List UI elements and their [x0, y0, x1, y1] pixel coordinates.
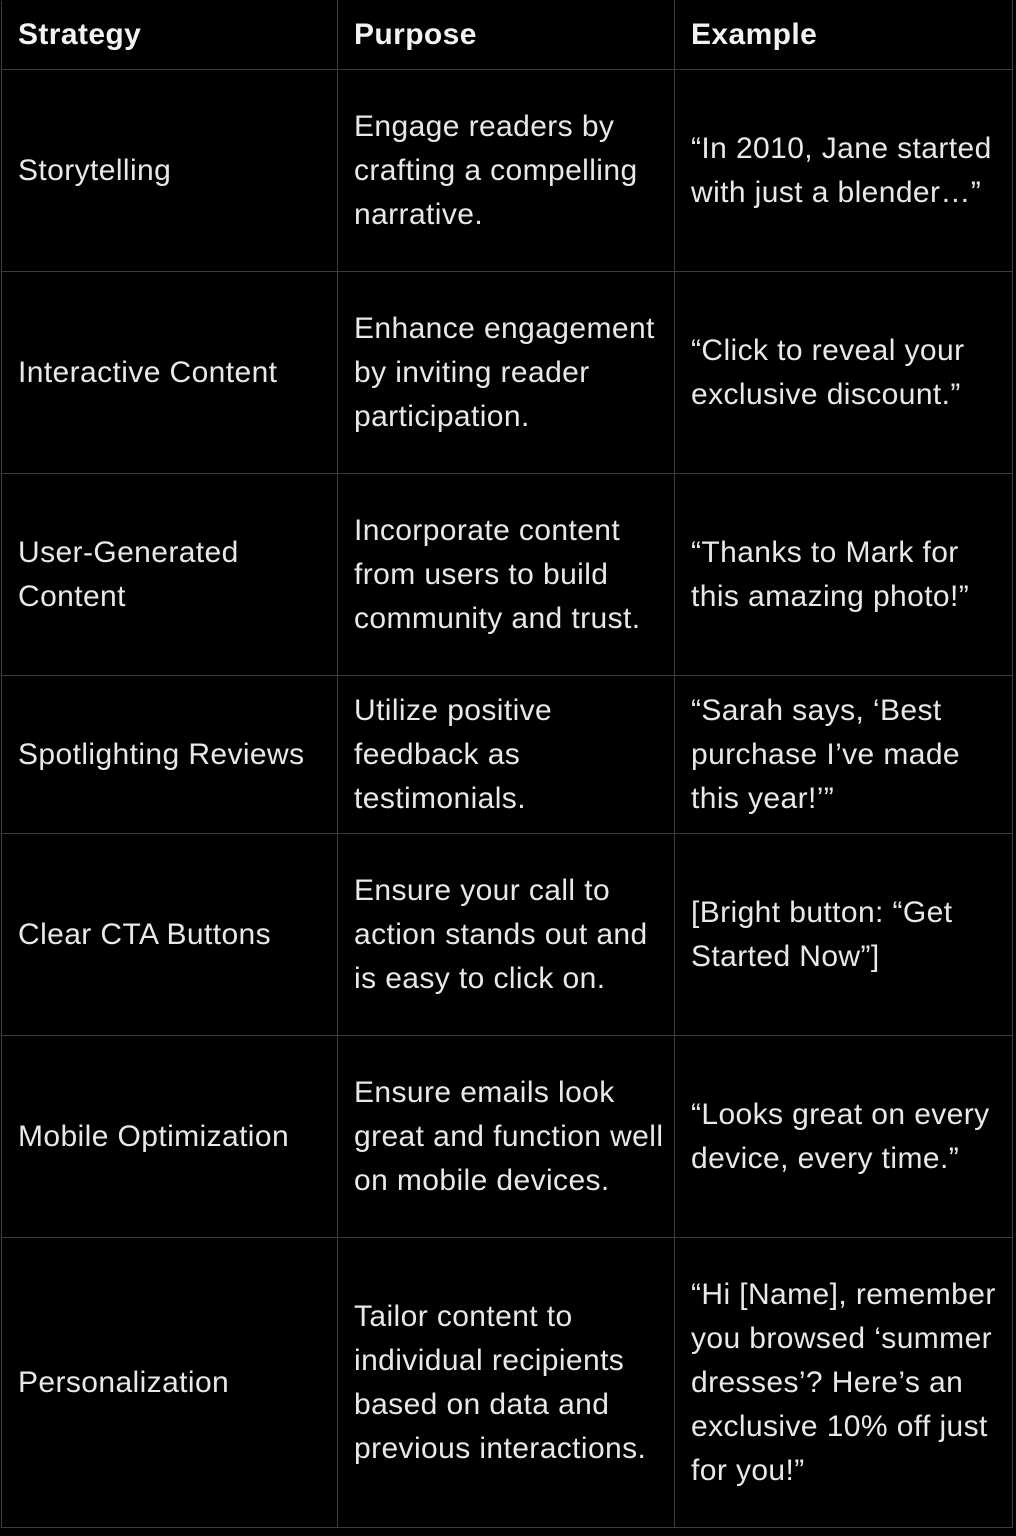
table-body: [2, 70, 1013, 1528]
table-header: [2, 1, 1013, 70]
purpose-cell: Incorporate content from users to build community and trust.: [338, 474, 675, 676]
table-row: [2, 474, 1013, 676]
strategy-table: [1, 0, 1013, 1528]
purpose-cell: Engage readers by crafting a compelling narrative.: [338, 70, 675, 272]
strategy-cell: Personalization: [2, 1238, 338, 1528]
strategy-cell: User-Generated Content: [2, 474, 338, 676]
example-cell: “Click to reveal your exclusive discount.”: [675, 272, 1013, 474]
example-cell: “Looks great on every device, every time.”: [675, 1036, 1013, 1238]
strategy-cell: Clear CTA Buttons: [2, 834, 338, 1036]
strategy-cell: Spotlighting Reviews: [2, 676, 338, 834]
purpose-cell: Utilize positive feedback as testimonials.: [338, 676, 675, 834]
table-row: [2, 676, 1013, 834]
purpose-cell: Ensure your call to action stands out and is easy to click on.: [338, 834, 675, 1036]
purpose-cell: Ensure emails look great and function well on mobile devices.: [338, 1036, 675, 1238]
example-cell: “Hi [Name], remember you browsed ‘summer dresses’? Here’s an exclusive 10% off just for you!”: [675, 1238, 1013, 1528]
header-purpose: Purpose: [338, 1, 675, 70]
table-row: [2, 272, 1013, 474]
header-example: Example: [675, 1, 1013, 70]
purpose-cell: Tailor content to individual recipients based on data and previous interactions.: [338, 1238, 675, 1528]
strategy-cell: Mobile Optimization: [2, 1036, 338, 1238]
table-row: [2, 70, 1013, 272]
header-row: [2, 1, 1013, 70]
header-strategy: Strategy: [2, 1, 338, 70]
example-cell: “Thanks to Mark for this amazing photo!”: [675, 474, 1013, 676]
example-cell: [Bright button: “Get Started Now”]: [675, 834, 1013, 1036]
table-row: [2, 1036, 1013, 1238]
table-row: [2, 1238, 1013, 1528]
strategy-cell: Storytelling: [2, 70, 338, 272]
purpose-cell: Enhance engagement by inviting reader participation.: [338, 272, 675, 474]
example-cell: “Sarah says, ‘Best purchase I’ve made this year!’”: [675, 676, 1013, 834]
strategy-cell: Interactive Content: [2, 272, 338, 474]
example-cell: “In 2010, Jane started with just a blender…”: [675, 70, 1013, 272]
table-row: [2, 834, 1013, 1036]
